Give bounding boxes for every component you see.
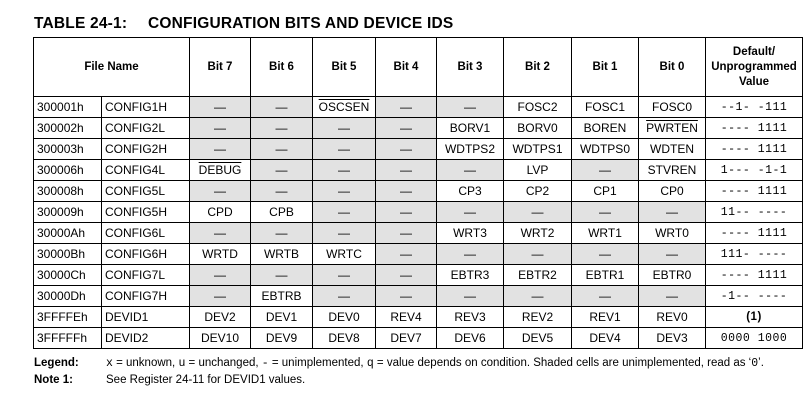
header-bit4: Bit 4 (376, 38, 437, 97)
cell-bit3: WDTPS2 (437, 139, 504, 160)
cell-bit4: — (376, 139, 437, 160)
note-text: See Register 24-11 for DEVID1 values. (106, 374, 306, 386)
header-default-line2: Unprogrammed (711, 60, 797, 73)
cell-default-value: ---- 1111 (706, 139, 803, 160)
cell-bit7: — (190, 223, 251, 244)
cell-bit7: — (190, 139, 251, 160)
cell-bit2: — (504, 202, 572, 223)
header-default-line1: Default/ (732, 45, 776, 58)
cell-bit7: CPD (190, 202, 251, 223)
cell-bit6: DEV9 (251, 328, 313, 349)
cell-address: 30000Bh (34, 244, 102, 265)
cell-bit7: DEV2 (190, 307, 251, 328)
cell-bit2: BORV0 (504, 118, 572, 139)
cell-bit0: FOSC0 (639, 97, 706, 118)
cell-bit2: CP2 (504, 181, 572, 202)
legend-desc: = unimplemented, (268, 357, 367, 369)
cell-bit1: CP1 (572, 181, 639, 202)
cell-default-value: -1-- ---- (706, 286, 803, 307)
cell-address: 300009h (34, 202, 102, 223)
cell-default-value: 1--- -1-1 (706, 160, 803, 181)
cell-bit0: WDTEN (639, 139, 706, 160)
table-body (34, 97, 803, 349)
cell-bit1: — (572, 286, 639, 307)
cell-bit5: — (313, 286, 376, 307)
table-title (34, 15, 453, 33)
cell-address: 300002h (34, 118, 102, 139)
header-bit5: Bit 5 (313, 38, 376, 97)
cell-bit7: WRTD (190, 244, 251, 265)
legend-code: q (366, 357, 374, 370)
table-row (34, 223, 803, 244)
table-caption: CONFIGURATION BITS AND DEVICE IDS (148, 15, 454, 32)
cell-bit3: CP3 (437, 181, 504, 202)
legend-desc: = value depends on condition. Shaded cells are unimplemented, read as ‘ (373, 357, 752, 369)
cell-bit7: DEV10 (190, 328, 251, 349)
cell-bit6: — (251, 223, 313, 244)
cell-bit6: EBTRB (251, 286, 313, 307)
header-bit7: Bit 7 (190, 38, 251, 97)
cell-bit5: — (313, 181, 376, 202)
cell-bit7: — (190, 118, 251, 139)
cell-register-name: DEVID1 (102, 307, 190, 328)
cell-bit3: REV3 (437, 307, 504, 328)
header-bit1: Bit 1 (572, 38, 639, 97)
cell-bit4: DEV7 (376, 328, 437, 349)
cell-address: 300003h (34, 139, 102, 160)
header-bit6: Bit 6 (251, 38, 313, 97)
cell-bit1: FOSC1 (572, 97, 639, 118)
cell-bit7: — (190, 265, 251, 286)
cell-address: 30000Ch (34, 265, 102, 286)
cell-register-name: CONFIG6H (102, 244, 190, 265)
cell-address: 3FFFFEh (34, 307, 102, 328)
cell-register-name: CONFIG5L (102, 181, 190, 202)
cell-bit6: CPB (251, 202, 313, 223)
cell-bit0: STVREN (639, 160, 706, 181)
cell-address: 30000Ah (34, 223, 102, 244)
cell-bit5: DEV0 (313, 307, 376, 328)
cell-bit5: — (313, 139, 376, 160)
cell-bit1: DEV4 (572, 328, 639, 349)
cell-bit1: — (572, 244, 639, 265)
legend-desc: ’. (758, 357, 764, 369)
cell-bit6: — (251, 139, 313, 160)
cell-default-value: 0000 1000 (706, 328, 803, 349)
table-row (34, 181, 803, 202)
cell-bit7: — (190, 181, 251, 202)
cell-bit0: — (639, 202, 706, 223)
cell-bit3: WRT3 (437, 223, 504, 244)
cell-bit0: DEV3 (639, 328, 706, 349)
cell-default-value: ---- 1111 (706, 223, 803, 244)
legend-desc: = unchanged, (185, 357, 262, 369)
cell-bit6: — (251, 118, 313, 139)
cell-bit0: WRT0 (639, 223, 706, 244)
table-row (34, 97, 803, 118)
cell-register-name: CONFIG7H (102, 286, 190, 307)
cell-bit3: — (437, 286, 504, 307)
legend-text (106, 357, 764, 369)
cell-bit5: — (313, 202, 376, 223)
cell-bit4: — (376, 286, 437, 307)
cell-bit5: — (313, 160, 376, 181)
cell-bit4: — (376, 265, 437, 286)
cell-register-name: CONFIG7L (102, 265, 190, 286)
cell-register-name: CONFIG1H (102, 97, 190, 118)
legend-code: x (106, 357, 113, 370)
cell-bit5: — (313, 265, 376, 286)
table-row (34, 202, 803, 223)
cell-default-value: --1- -111 (706, 97, 803, 118)
cell-bit7: DEBUG (190, 160, 251, 181)
cell-bit1: — (572, 202, 639, 223)
header-default-line3: Value (738, 75, 770, 88)
cell-bit2: EBTR2 (504, 265, 572, 286)
cell-bit4: — (376, 118, 437, 139)
table-row (34, 286, 803, 307)
header-default-value (706, 38, 803, 97)
cell-bit2: — (504, 286, 572, 307)
cell-bit0: PWRTEN (639, 118, 706, 139)
cell-bit3: — (437, 160, 504, 181)
cell-bit3: — (437, 244, 504, 265)
cell-address: 30000Dh (34, 286, 102, 307)
cell-bit6: WRTB (251, 244, 313, 265)
cell-address: 3FFFFFh (34, 328, 102, 349)
cell-register-name: CONFIG6L (102, 223, 190, 244)
cell-bit7: — (190, 286, 251, 307)
cell-bit4: — (376, 223, 437, 244)
cell-bit5: OSCSEN (313, 97, 376, 118)
cell-bit7: — (190, 97, 251, 118)
cell-bit0: EBTR0 (639, 265, 706, 286)
footnote (34, 374, 305, 386)
cell-bit0: REV0 (639, 307, 706, 328)
cell-bit5: — (313, 223, 376, 244)
cell-bit2: WDTPS1 (504, 139, 572, 160)
cell-bit6: DEV1 (251, 307, 313, 328)
legend-code: u (178, 357, 186, 370)
note-label: Note 1: (34, 374, 73, 386)
cell-address: 300001h (34, 97, 102, 118)
cell-register-name: CONFIG2L (102, 118, 190, 139)
cell-bit0: CP0 (639, 181, 706, 202)
cell-bit2: LVP (504, 160, 572, 181)
cell-bit5: WRTC (313, 244, 376, 265)
config-bits-table (33, 37, 803, 349)
table-row (34, 307, 803, 328)
legend-label: Legend: (34, 357, 79, 369)
table-row (34, 160, 803, 181)
cell-address: 300008h (34, 181, 102, 202)
header-bit3: Bit 3 (437, 38, 504, 97)
cell-bit3: — (437, 202, 504, 223)
cell-bit4: REV4 (376, 307, 437, 328)
cell-bit1: REV1 (572, 307, 639, 328)
cell-bit1: — (572, 160, 639, 181)
cell-bit0: — (639, 286, 706, 307)
cell-bit4: — (376, 244, 437, 265)
cell-bit1: EBTR1 (572, 265, 639, 286)
cell-bit6: — (251, 97, 313, 118)
cell-bit3: — (437, 97, 504, 118)
cell-default-value: ---- 1111 (706, 181, 803, 202)
cell-bit6: — (251, 160, 313, 181)
cell-bit6: — (251, 265, 313, 286)
cell-bit4: — (376, 97, 437, 118)
legend-code: 0 (751, 357, 759, 370)
cell-default-value: ---- 1111 (706, 118, 803, 139)
cell-bit2: REV2 (504, 307, 572, 328)
cell-bit1: WDTPS0 (572, 139, 639, 160)
cell-register-name: CONFIG2H (102, 139, 190, 160)
table-row (34, 244, 803, 265)
cell-register-name: CONFIG5H (102, 202, 190, 223)
cell-bit2: WRT2 (504, 223, 572, 244)
table-row (34, 118, 803, 139)
header-file-name: File Name (34, 38, 190, 97)
cell-register-name: CONFIG4L (102, 160, 190, 181)
cell-bit1: BOREN (572, 118, 639, 139)
cell-bit5: DEV8 (313, 328, 376, 349)
cell-default-value: (1) (706, 307, 803, 328)
cell-default-value: ---- 1111 (706, 265, 803, 286)
cell-bit4: — (376, 181, 437, 202)
cell-default-value: 111- ---- (706, 244, 803, 265)
header-bit2: Bit 2 (504, 38, 572, 97)
cell-address: 300006h (34, 160, 102, 181)
cell-bit3: DEV6 (437, 328, 504, 349)
cell-bit5: — (313, 118, 376, 139)
cell-bit6: — (251, 181, 313, 202)
cell-register-name: DEVID2 (102, 328, 190, 349)
cell-bit4: — (376, 202, 437, 223)
table-row (34, 328, 803, 349)
legend-code: - (261, 357, 269, 370)
cell-bit2: DEV5 (504, 328, 572, 349)
cell-default-value: 11-- ---- (706, 202, 803, 223)
table-row (34, 139, 803, 160)
cell-bit2: FOSC2 (504, 97, 572, 118)
cell-bit3: EBTR3 (437, 265, 504, 286)
table-row (34, 265, 803, 286)
header-bit0: Bit 0 (639, 38, 706, 97)
header-row (34, 38, 803, 97)
legend-desc: = unknown, (112, 357, 179, 369)
cell-bit3: BORV1 (437, 118, 504, 139)
cell-bit1: WRT1 (572, 223, 639, 244)
legend (34, 357, 764, 370)
table-number: TABLE 24-1: (34, 15, 128, 32)
cell-bit2: — (504, 244, 572, 265)
cell-bit4: — (376, 160, 437, 181)
cell-bit0: — (639, 244, 706, 265)
